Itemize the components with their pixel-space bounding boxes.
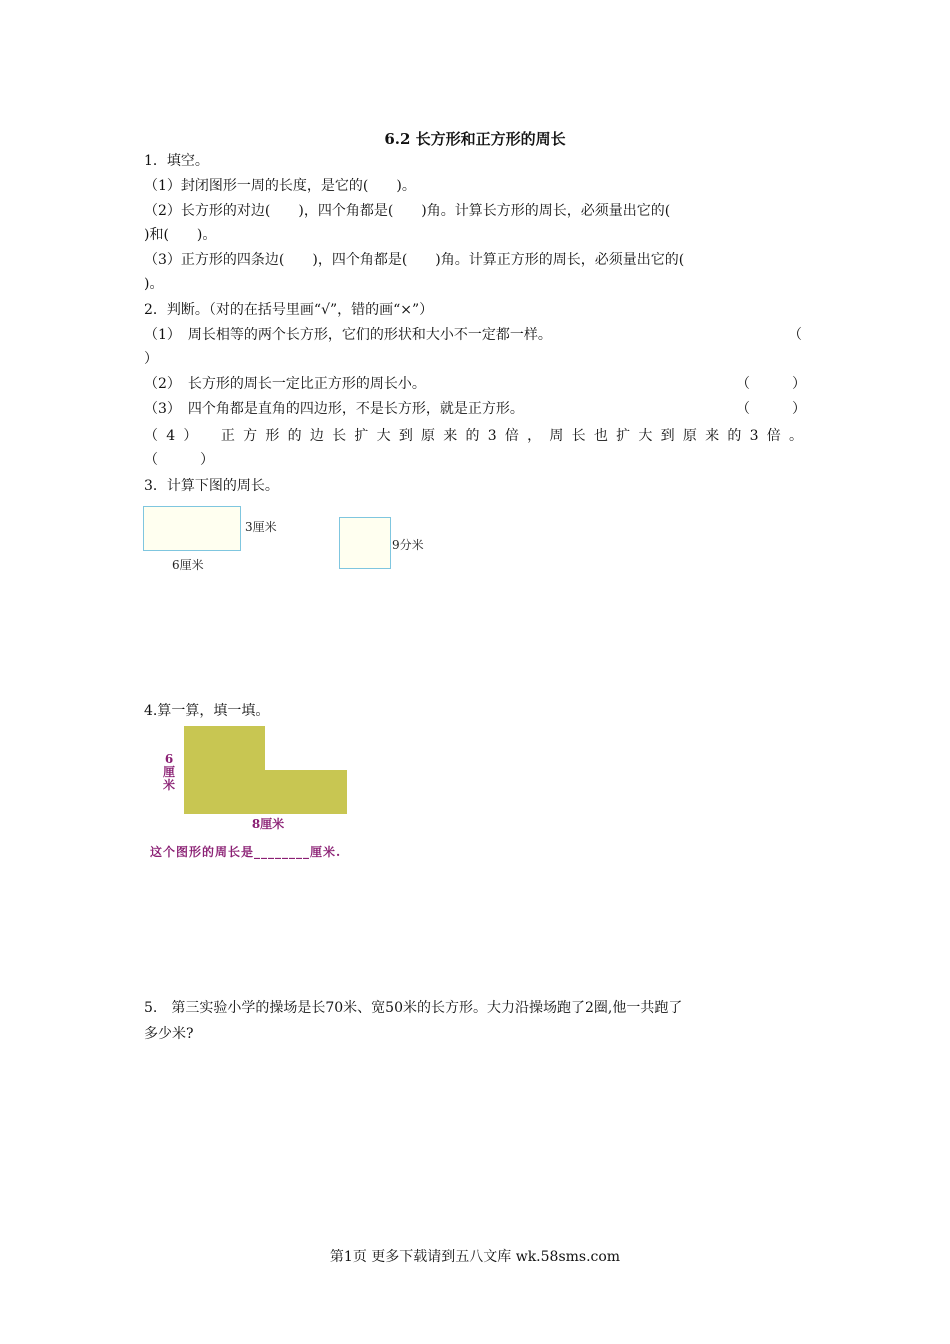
q5-line2: 多少米?	[144, 1026, 194, 1042]
q2-item2	[144, 372, 806, 396]
q1-item2-line2: )和( )。	[144, 227, 217, 243]
q2-item3-paren: （ ）	[736, 401, 806, 417]
page-footer: 第1页 更多下载请到五八文库 wk.58sms.com	[329, 1249, 621, 1265]
q2-item4-line2: （ ）	[144, 452, 214, 468]
page-title: 6.2 长方形和正方形的周长	[384, 130, 566, 148]
square-figure	[339, 517, 391, 569]
q4-heading: 4.算一算，填一填。	[144, 703, 270, 719]
q2-item1-paren-close: ）	[144, 351, 158, 367]
perimeter-sentence: 这个图形的周长是________厘米.	[150, 845, 342, 859]
q2-heading: 2．判断。（对的在括号里画“√”，错的画“×”）	[144, 302, 434, 318]
rect-height-label: 3厘米	[245, 520, 277, 534]
q2-item1	[144, 323, 806, 347]
q2-item4-line1: （4） 正方形的边长扩大到原来的3倍，周长也扩大到原来的3倍。	[144, 428, 806, 444]
l-shape-polygon	[184, 726, 347, 814]
q1-heading: 1．填空。	[144, 153, 209, 169]
l-shape-height-label	[158, 753, 180, 792]
q2-item3	[144, 397, 806, 421]
q2-item1-paren-open: （	[788, 327, 802, 343]
height-label-line1: 6	[164, 752, 174, 766]
l-shape-width-label: 8厘米	[251, 817, 285, 831]
q1-item3-line1: （3）正方形的四条边( )，四个角都是( )角。计算正方形的周长，必须量出它的(	[144, 252, 685, 268]
q1-item1: （1）封闭图形一周的长度，是它的( )。	[144, 178, 416, 194]
height-label-line3: 米	[162, 778, 175, 792]
q2-item2-text: （2） 长方形的周长一定比正方形的周长小。	[144, 376, 426, 392]
square-side-label: 9分米	[392, 538, 424, 552]
q1-item2-line1: （2）长方形的对边( )，四个角都是( )角。计算长方形的周长，必须量出它的(	[144, 203, 671, 219]
q1-item3-line2: )。	[144, 276, 164, 292]
q3-heading: 3．计算下图的周长。	[144, 478, 279, 494]
rect-width-label: 6厘米	[172, 558, 204, 572]
q2-item2-paren: （ ）	[736, 376, 806, 392]
rectangle-figure	[143, 506, 241, 551]
q5-line1: 5. 第三实验小学的操场是长70米、宽50米的长方形。大力沿操场跑了2圈,他一共跑了	[144, 1000, 683, 1016]
q2-item3-text: （3） 四个角都是直角的四边形，不是长方形，就是正方形。	[144, 401, 524, 417]
height-label-line2: 厘	[162, 765, 175, 779]
q2-item1-text: （1） 周长相等的两个长方形，它们的形状和大小不一定都一样。	[144, 327, 552, 343]
